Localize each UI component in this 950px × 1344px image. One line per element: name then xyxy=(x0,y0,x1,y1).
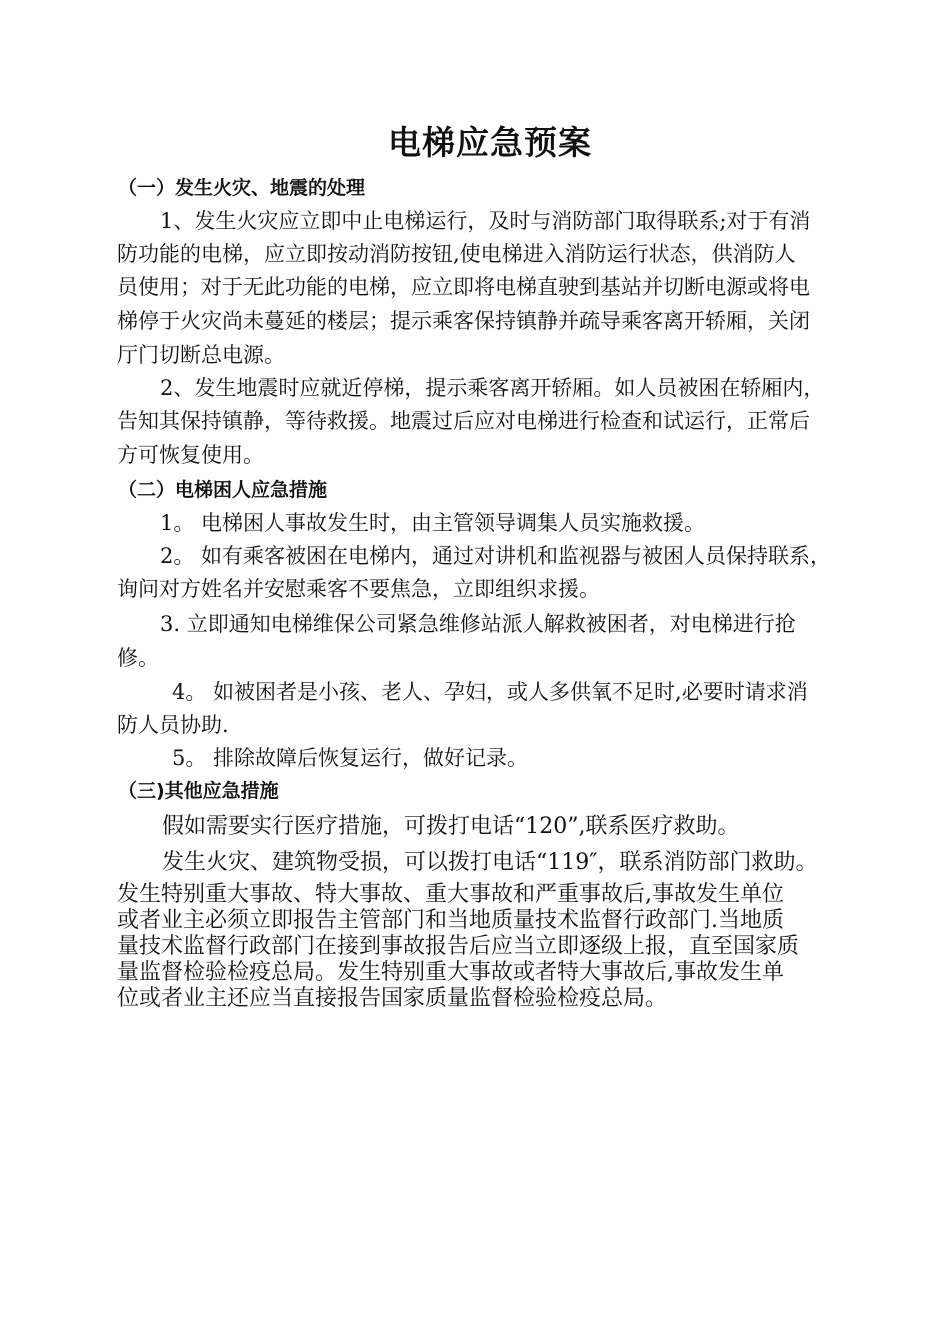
list-item-line: 询问对方姓名并安慰乘客不要焦急，立即组织求援。 xyxy=(117,577,600,601)
section-heading-3: （三)其他应急措施 xyxy=(118,780,279,802)
paragraph-line: 防功能的电梯，应立即按动消防按钮,使电梯进入消防运行状态，供消防人 xyxy=(117,242,796,266)
document-title: 电梯应急预案 xyxy=(388,123,592,162)
closing-paragraph-line: 量技术监督行政部门在接到事故报告后应当立即逐级上报，直至国家质 xyxy=(117,934,800,959)
paragraph-line: 员使用；对于无此功能的电梯，应立即将电梯直驶到基站并切断电源或将电 xyxy=(117,275,810,299)
contact-line: 发生火灾、建筑物受损，可以拨打电话“119″，联系消防部门救助。 xyxy=(162,850,818,875)
closing-paragraph-line: 量监督检验检疫总局。发生特别重大事故或者特大事故后,事故发生单 xyxy=(117,960,784,985)
list-item-line: 3. 立即通知电梯维保公司紧急维修站派人解救被困者，对电梯进行抢 xyxy=(160,612,796,636)
list-item-line: 4。 如被困者是小孩、老人、孕妇，或人多供氧不足时,必要时请求消 xyxy=(172,680,808,704)
section-heading-1: （一）发生火灾、地震的处理 xyxy=(118,177,366,199)
list-item-line: 2。 如有乘客被困在电梯内，通过对讲机和监视器与被困人员保持联系， xyxy=(160,544,832,568)
paragraph-line: 方可恢复使用。 xyxy=(117,443,264,467)
closing-paragraph-line: 发生特别重大事故、特大事故、重大事故和严重事故后,事故发生单位 xyxy=(117,882,784,907)
list-item-line: 防人员协助. xyxy=(117,713,229,737)
paragraph-line: 厅门切断总电源。 xyxy=(117,343,285,367)
paragraph-line: 告知其保持镇静，等待救援。地震过后应对电梯进行检查和试运行，正常后 xyxy=(117,409,810,433)
paragraph-line: 1、发生火灾应立即中止电梯运行，及时与消防部门取得联系;对于有消 xyxy=(160,209,811,233)
list-item-line: 1。 电梯困人事故发生时，由主管领导调集人员实施救援。 xyxy=(160,511,706,535)
list-item-line: 修。 xyxy=(117,646,159,670)
closing-paragraph-line: 位或者业主还应当直接报告国家质量监督检验检疫总局。 xyxy=(117,986,668,1011)
paragraph-line: 梯停于火灾尚未蔓延的楼层；提示乘客保持镇静并疏导乘客离开轿厢，关闭 xyxy=(117,309,810,333)
section-heading-2: （二）电梯困人应急措施 xyxy=(118,479,328,501)
closing-paragraph-line: 或者业主必须立即报告主管部门和当地质量技术监督行政部门.当地质 xyxy=(117,908,784,933)
paragraph-line: 2、发生地震时应就近停梯，提示乘客离开轿厢。如人员被困在轿厢内， xyxy=(160,376,825,400)
list-item-line: 5。 排除故障后恢复运行，做好记录。 xyxy=(172,746,529,770)
contact-line: 假如需要实行医疗措施，可拨打电话“120”,联系医疗救助。 xyxy=(162,814,740,839)
